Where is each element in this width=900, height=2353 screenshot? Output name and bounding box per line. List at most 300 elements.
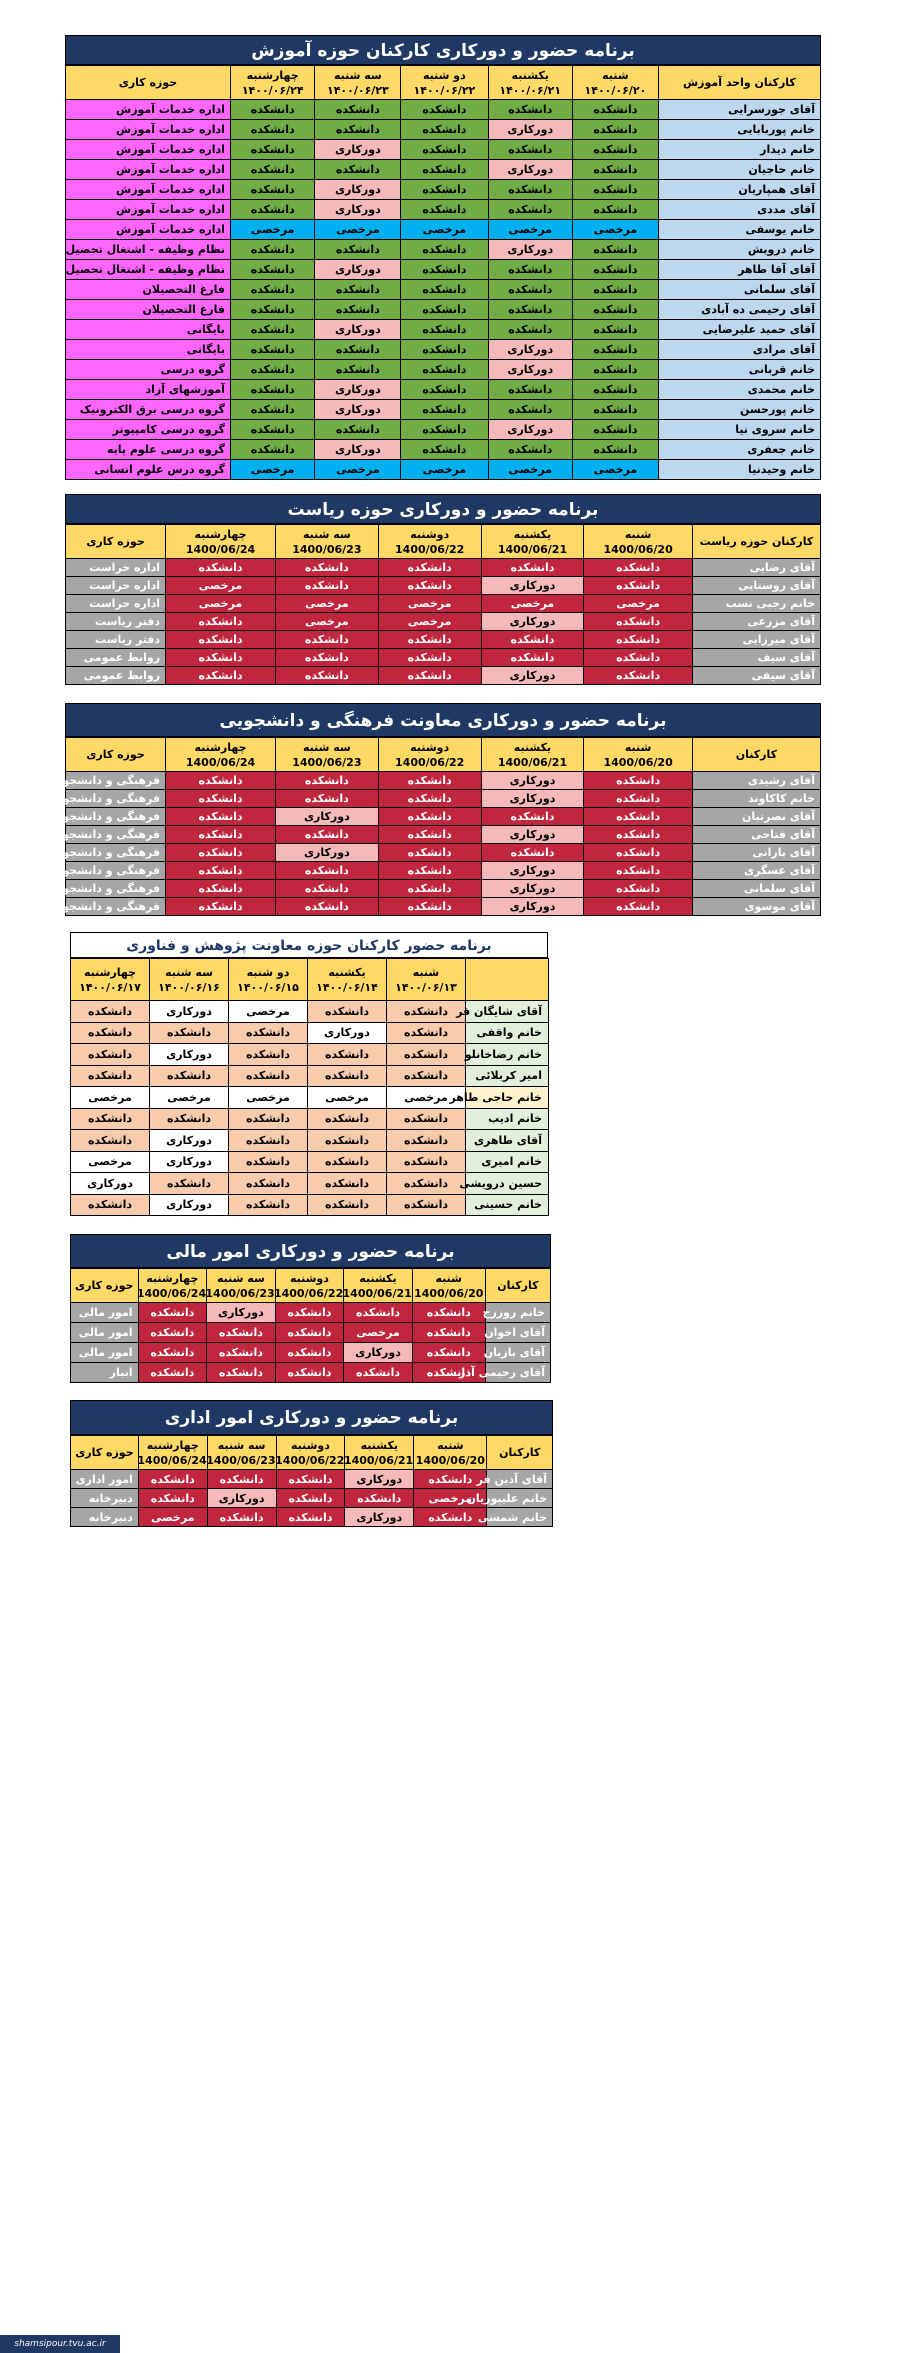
status-onsite: دانشکده — [488, 320, 572, 340]
header-day: یکشنبه 1400/06/21 — [481, 525, 584, 559]
status-onsite: دانشکده — [275, 1343, 344, 1363]
table-row — [71, 1489, 553, 1508]
status-onsite: دانشکده — [276, 1508, 345, 1527]
status-onsite: دانشکده — [315, 340, 401, 360]
status-onsite: دانشکده — [138, 1470, 207, 1489]
staff-name: آقای فتاحی — [692, 826, 820, 844]
table-row — [66, 260, 821, 280]
work-area: فارغ التحصیلان — [66, 300, 231, 320]
table-row — [66, 180, 821, 200]
staff-name: آقای سیفی — [692, 667, 820, 685]
table-row — [71, 1363, 551, 1383]
status-onsite: دانشکده — [71, 1001, 150, 1023]
status-onsite: دانشکده — [572, 280, 658, 300]
status-remote: دورکاری — [488, 240, 572, 260]
header-staff: کارکنان — [485, 1269, 550, 1303]
status-onsite: دانشکده — [401, 160, 488, 180]
status-onsite: دانشکده — [230, 200, 314, 220]
section-finance — [70, 1234, 551, 1383]
table-row — [66, 120, 821, 140]
status-remote: دورکاری — [481, 880, 584, 898]
status-onsite: دانشکده — [345, 1489, 414, 1508]
table-row — [71, 1173, 549, 1195]
status-onsite: دانشکده — [207, 1343, 276, 1363]
status-onsite: دانشکده — [387, 1001, 466, 1023]
status-remote: دورکاری — [150, 1194, 229, 1216]
status-onsite: دانشکده — [481, 808, 584, 826]
status-remote: دورکاری — [488, 420, 572, 440]
status-onsite: دانشکده — [308, 1130, 387, 1152]
status-onsite: دانشکده — [378, 772, 481, 790]
status-onsite: دانشکده — [71, 1194, 150, 1216]
status-onsite: دانشکده — [230, 380, 314, 400]
status-onsite: دانشکده — [572, 360, 658, 380]
staff-name: آقای نصرتیان — [692, 808, 820, 826]
staff-name: خانم قربانی — [658, 360, 820, 380]
status-onsite: دانشکده — [229, 1194, 308, 1216]
status-leave: مرخصی — [138, 1508, 207, 1527]
status-onsite: دانشکده — [71, 1065, 150, 1087]
footer-watermark: shamsipour.tvu.ac.ir — [0, 2335, 120, 2353]
status-onsite: دانشکده — [229, 1173, 308, 1195]
status-onsite: دانشکده — [387, 1130, 466, 1152]
status-onsite: دانشکده — [584, 613, 692, 631]
staff-name: آقای موسوی — [692, 898, 820, 916]
staff-name: خانم یوسفی — [658, 220, 820, 240]
status-remote: دورکاری — [308, 1022, 387, 1044]
table-row — [66, 844, 821, 862]
status-onsite: دانشکده — [584, 826, 692, 844]
status-onsite: دانشکده — [488, 300, 572, 320]
status-onsite: دانشکده — [308, 1065, 387, 1087]
status-leave: مرخصی — [315, 220, 401, 240]
status-leave: مرخصی — [71, 1151, 150, 1173]
table-row — [66, 808, 821, 826]
status-remote: دورکاری — [275, 844, 378, 862]
work-area: اداره حراست — [66, 559, 166, 577]
status-onsite: دانشکده — [275, 1363, 344, 1383]
table-row — [71, 1022, 549, 1044]
status-onsite: دانشکده — [166, 898, 276, 916]
status-onsite: دانشکده — [207, 1470, 276, 1489]
header-staff: کارکنان — [487, 1436, 553, 1470]
work-area: فرهنگی و دانشجویی — [66, 772, 166, 790]
status-onsite: دانشکده — [401, 260, 488, 280]
status-onsite: دانشکده — [401, 120, 488, 140]
staff-name: آقای روستایی — [692, 577, 820, 595]
header-day: دوشنبه 1400/06/22 — [378, 738, 481, 772]
status-onsite: دانشکده — [378, 898, 481, 916]
status-remote: دورکاری — [315, 180, 401, 200]
status-onsite: دانشکده — [230, 100, 314, 120]
status-onsite: دانشکده — [584, 844, 692, 862]
staff-name: آقای جورسرایی — [658, 100, 820, 120]
status-onsite: دانشکده — [166, 826, 276, 844]
table-row — [71, 1303, 551, 1323]
status-onsite: دانشکده — [387, 1173, 466, 1195]
status-onsite: دانشکده — [584, 577, 692, 595]
staff-name: آقای رضایی — [692, 559, 820, 577]
status-onsite: دانشکده — [230, 260, 314, 280]
status-onsite: دانشکده — [572, 200, 658, 220]
status-onsite: دانشکده — [138, 1323, 207, 1343]
status-onsite: دانشکده — [584, 667, 692, 685]
header-staff — [466, 959, 549, 1001]
staff-name: خانم جعفری — [658, 440, 820, 460]
schedule-table — [70, 1268, 551, 1383]
status-onsite: دانشکده — [344, 1363, 413, 1383]
status-leave: مرخصی — [414, 1489, 487, 1508]
status-onsite: دانشکده — [378, 808, 481, 826]
header-staff: کارکنان حوزه ریاست — [692, 525, 820, 559]
status-onsite: دانشکده — [401, 420, 488, 440]
status-onsite: دانشکده — [275, 862, 378, 880]
work-area: دبیرخانه — [71, 1508, 139, 1527]
staff-name: حسین درویشی — [466, 1173, 549, 1195]
work-area: اداره خدمات آموزش — [66, 140, 231, 160]
work-area: گروه درسی برق الکترونیک — [66, 400, 231, 420]
status-remote: دورکاری — [488, 160, 572, 180]
status-onsite: دانشکده — [275, 790, 378, 808]
staff-name: آقای بازیان — [485, 1343, 550, 1363]
status-onsite: دانشکده — [230, 420, 314, 440]
work-area: فرهنگی و دانشجویی — [66, 826, 166, 844]
work-area: بایگانی — [66, 340, 231, 360]
status-onsite: دانشکده — [150, 1022, 229, 1044]
table-row — [66, 649, 821, 667]
section-title: برنامه حضور و دورکاری معاونت فرهنگی و دانشجویی — [65, 703, 821, 737]
header-day: سه شنبه 1400/06/23 — [275, 738, 378, 772]
status-remote: دورکاری — [315, 440, 401, 460]
staff-name: آقای عسگری — [692, 862, 820, 880]
status-onsite: دانشکده — [71, 1130, 150, 1152]
status-onsite: دانشکده — [412, 1303, 485, 1323]
header-work-area: حوزه کاری — [71, 1269, 139, 1303]
header-day: سه شنبه 1400/06/23 — [207, 1436, 276, 1470]
staff-name: آقای مرادی — [658, 340, 820, 360]
status-onsite: دانشکده — [344, 1303, 413, 1323]
table-row — [71, 1343, 551, 1363]
status-onsite: دانشکده — [230, 440, 314, 460]
section-research — [70, 932, 548, 1216]
status-onsite: دانشکده — [572, 320, 658, 340]
status-onsite: دانشکده — [229, 1108, 308, 1130]
status-onsite: دانشکده — [230, 160, 314, 180]
status-onsite: دانشکده — [229, 1130, 308, 1152]
staff-name: امیر کربلائی — [466, 1065, 549, 1087]
status-onsite: دانشکده — [401, 400, 488, 420]
table-row — [66, 400, 821, 420]
work-area: گروه درسی — [66, 360, 231, 380]
status-onsite: دانشکده — [378, 577, 481, 595]
status-onsite: دانشکده — [401, 380, 488, 400]
status-remote: دورکاری — [481, 898, 584, 916]
header-day: چهارشنبه 1400/06/24 — [166, 738, 276, 772]
status-remote: دورکاری — [275, 808, 378, 826]
table-row — [71, 1508, 553, 1527]
status-onsite: دانشکده — [275, 880, 378, 898]
status-onsite: دانشکده — [138, 1363, 207, 1383]
status-leave: مرخصی — [166, 595, 276, 613]
table-row — [71, 1044, 549, 1066]
status-onsite: دانشکده — [401, 340, 488, 360]
table-row — [66, 160, 821, 180]
work-area: فرهنگی و دانشجویی — [66, 862, 166, 880]
status-onsite: دانشکده — [401, 320, 488, 340]
work-area: اداره خدمات آموزش — [66, 160, 231, 180]
status-leave: مرخصی — [344, 1323, 413, 1343]
status-leave: مرخصی — [71, 1087, 150, 1109]
status-onsite: دانشکده — [414, 1508, 487, 1527]
status-onsite: دانشکده — [207, 1323, 276, 1343]
status-onsite: دانشکده — [275, 1323, 344, 1343]
status-onsite: دانشکده — [276, 1489, 345, 1508]
table-row — [66, 667, 821, 685]
status-onsite: دانشکده — [488, 140, 572, 160]
work-area: نظام وظیفه - اشتغال تحصیل — [66, 240, 231, 260]
status-onsite: دانشکده — [584, 862, 692, 880]
section-title: برنامه حضور کارکنان حوزه معاونت پژوهش و فناوری — [70, 932, 548, 958]
status-onsite: دانشکده — [230, 400, 314, 420]
status-leave: مرخصی — [387, 1087, 466, 1109]
work-area: فارغ التحصیلان — [66, 280, 231, 300]
status-onsite: دانشکده — [488, 440, 572, 460]
table-row — [66, 420, 821, 440]
status-onsite: دانشکده — [572, 300, 658, 320]
schedule-table — [47, 737, 821, 916]
status-onsite: دانشکده — [401, 100, 488, 120]
table-row — [71, 1130, 549, 1152]
status-onsite: دانشکده — [315, 160, 401, 180]
staff-name: خانم ادیب — [466, 1108, 549, 1130]
staff-name: خانم علیپوریان — [487, 1489, 553, 1508]
status-leave: مرخصی — [572, 220, 658, 240]
status-onsite: دانشکده — [230, 240, 314, 260]
status-onsite: دانشکده — [378, 667, 481, 685]
status-remote: دورکاری — [315, 260, 401, 280]
header-day: سه شنبه ۱۴۰۰/۰۶/۲۳ — [315, 66, 401, 100]
status-onsite: دانشکده — [584, 631, 692, 649]
section-title: برنامه حضور و دورکاری امور مالی — [70, 1234, 551, 1268]
status-remote: دورکاری — [150, 1001, 229, 1023]
staff-name: آقای طاهری — [466, 1130, 549, 1152]
status-remote: دورکاری — [315, 320, 401, 340]
status-onsite: دانشکده — [572, 420, 658, 440]
table-row — [66, 631, 821, 649]
staff-name: آقای میرزایی — [692, 631, 820, 649]
status-remote: دورکاری — [71, 1173, 150, 1195]
status-onsite: دانشکده — [378, 649, 481, 667]
table-row — [71, 1001, 549, 1023]
work-area: آموزشهای آزاد — [66, 380, 231, 400]
staff-name: خانم روزرخ — [485, 1303, 550, 1323]
staff-name: آقای آقا طاهر — [658, 260, 820, 280]
status-onsite: دانشکده — [412, 1323, 485, 1343]
table-row — [71, 1151, 549, 1173]
header-day: شنبه ۱۴۰۰/۰۶/۲۰ — [572, 66, 658, 100]
status-onsite: دانشکده — [387, 1194, 466, 1216]
table-row — [66, 613, 821, 631]
status-remote: دورکاری — [488, 360, 572, 380]
status-onsite: دانشکده — [275, 577, 378, 595]
table-row — [71, 1065, 549, 1087]
table-row — [66, 380, 821, 400]
status-leave: مرخصی — [488, 460, 572, 480]
staff-name: خانم وحیدنیا — [658, 460, 820, 480]
schedule-table — [70, 958, 549, 1216]
table-row — [66, 360, 821, 380]
status-onsite: دانشکده — [572, 440, 658, 460]
status-remote: دورکاری — [150, 1130, 229, 1152]
header-day: دو شنبه ۱۴۰۰/۰۶/۲۲ — [401, 66, 488, 100]
work-area: گروه درسی علوم پایه — [66, 440, 231, 460]
header-day: شنبه 1400/06/20 — [584, 525, 692, 559]
status-remote: دورکاری — [207, 1303, 276, 1323]
table-row — [71, 1470, 553, 1489]
status-onsite: دانشکده — [488, 280, 572, 300]
status-leave: مرخصی — [378, 595, 481, 613]
status-onsite: دانشکده — [138, 1303, 207, 1323]
staff-name: آقای مددی — [658, 200, 820, 220]
staff-name: خانم واقفی — [466, 1022, 549, 1044]
header-day: دوشنبه 1400/06/22 — [275, 1269, 344, 1303]
staff-name: خانم حاجیان — [658, 160, 820, 180]
status-onsite: دانشکده — [387, 1065, 466, 1087]
status-onsite: دانشکده — [71, 1044, 150, 1066]
status-onsite: دانشکده — [481, 649, 584, 667]
status-leave: مرخصی — [275, 595, 378, 613]
work-area: بایگانی — [66, 320, 231, 340]
header-work-area: حوزه کاری — [71, 1436, 139, 1470]
status-onsite: دانشکده — [401, 440, 488, 460]
work-area: اداره خدمات آموزش — [66, 100, 231, 120]
staff-name: خانم رضاخانلو — [466, 1044, 549, 1066]
header-day: سه شنبه 1400/06/23 — [275, 525, 378, 559]
status-onsite: دانشکده — [166, 772, 276, 790]
status-leave: مرخصی — [572, 460, 658, 480]
status-onsite: دانشکده — [414, 1470, 487, 1489]
header-day: دوشنبه 1400/06/22 — [276, 1436, 345, 1470]
status-onsite: دانشکده — [308, 1173, 387, 1195]
status-leave: مرخصی — [230, 220, 314, 240]
status-onsite: دانشکده — [387, 1022, 466, 1044]
staff-name: آقای شایگان فر — [466, 1001, 549, 1023]
status-onsite: دانشکده — [166, 844, 276, 862]
table-row — [71, 1108, 549, 1130]
status-remote: دورکاری — [481, 862, 584, 880]
work-area: نظام وظیفه - اشتغال تحصیل — [66, 260, 231, 280]
header-day: شنبه 1400/06/20 — [412, 1269, 485, 1303]
table-row — [66, 320, 821, 340]
status-onsite: دانشکده — [584, 559, 692, 577]
work-area: دبیرخانه — [71, 1489, 139, 1508]
status-onsite: دانشکده — [387, 1108, 466, 1130]
status-onsite: دانشکده — [401, 140, 488, 160]
table-row — [66, 577, 821, 595]
work-area: گروه درس علوم انسانی — [66, 460, 231, 480]
header-work-area: حوزه کاری — [66, 738, 166, 772]
header-day: یکشنبه ۱۴۰۰/۰۶/۱۴ — [308, 959, 387, 1001]
header-staff: کارکنان واحد آموزش — [658, 66, 820, 100]
staff-name: خانم محمدی — [658, 380, 820, 400]
status-remote: دورکاری — [315, 380, 401, 400]
status-onsite: دانشکده — [584, 880, 692, 898]
header-day: چهارشنبه 1400/06/24 — [138, 1436, 207, 1470]
status-onsite: دانشکده — [166, 808, 276, 826]
header-day: چهارشنبه 1400/06/24 — [138, 1269, 207, 1303]
status-onsite: دانشکده — [230, 320, 314, 340]
status-leave: مرخصی — [481, 595, 584, 613]
staff-name: خانم کاکاوند — [692, 790, 820, 808]
status-onsite: دانشکده — [584, 808, 692, 826]
work-area: فرهنگی و دانشجویی — [66, 880, 166, 898]
table-row — [66, 460, 821, 480]
schedule-table — [65, 524, 821, 685]
status-leave: مرخصی — [166, 577, 276, 595]
status-onsite: دانشکده — [275, 826, 378, 844]
status-remote: دورکاری — [207, 1489, 276, 1508]
status-leave: مرخصی — [315, 460, 401, 480]
status-leave: مرخصی — [401, 460, 488, 480]
work-area: دفتر ریاست — [66, 631, 166, 649]
status-onsite: دانشکده — [401, 300, 488, 320]
status-onsite: دانشکده — [378, 826, 481, 844]
status-onsite: دانشکده — [207, 1363, 276, 1383]
header-day: سه شنبه ۱۴۰۰/۰۶/۱۶ — [150, 959, 229, 1001]
status-onsite: دانشکده — [488, 100, 572, 120]
status-onsite: دانشکده — [230, 180, 314, 200]
status-onsite: دانشکده — [488, 260, 572, 280]
status-onsite: دانشکده — [572, 180, 658, 200]
status-onsite: دانشکده — [166, 631, 276, 649]
status-remote: دورکاری — [481, 790, 584, 808]
staff-name: آقای سلمانی — [658, 280, 820, 300]
status-onsite: دانشکده — [166, 613, 276, 631]
status-onsite: دانشکده — [401, 200, 488, 220]
status-onsite: دانشکده — [572, 240, 658, 260]
status-onsite: دانشکده — [166, 862, 276, 880]
status-onsite: دانشکده — [315, 240, 401, 260]
staff-name: خانم رجبی نسب — [692, 595, 820, 613]
status-remote: دورکاری — [488, 120, 572, 140]
status-remote: دورکاری — [150, 1044, 229, 1066]
table-row — [66, 790, 821, 808]
header-day: شنبه 1400/06/20 — [584, 738, 692, 772]
status-onsite: دانشکده — [315, 300, 401, 320]
status-leave: مرخصی — [275, 613, 378, 631]
status-leave: مرخصی — [401, 220, 488, 240]
status-onsite: دانشکده — [230, 300, 314, 320]
status-onsite: دانشکده — [275, 898, 378, 916]
work-area: اداره خدمات آموزش — [66, 180, 231, 200]
table-row — [66, 595, 821, 613]
header-work-area: حوزه کاری — [66, 525, 166, 559]
status-leave: مرخصی — [584, 595, 692, 613]
status-remote: دورکاری — [315, 400, 401, 420]
staff-name: خانم سروی نیا — [658, 420, 820, 440]
work-area: امور مالی — [71, 1303, 139, 1323]
status-onsite: دانشکده — [315, 120, 401, 140]
table-row — [66, 772, 821, 790]
status-remote: دورکاری — [481, 826, 584, 844]
status-remote: دورکاری — [481, 577, 584, 595]
status-leave: مرخصی — [230, 460, 314, 480]
status-onsite: دانشکده — [378, 559, 481, 577]
status-onsite: دانشکده — [308, 1194, 387, 1216]
status-onsite: دانشکده — [401, 180, 488, 200]
status-remote: دورکاری — [481, 613, 584, 631]
header-staff: کارکنان — [692, 738, 820, 772]
